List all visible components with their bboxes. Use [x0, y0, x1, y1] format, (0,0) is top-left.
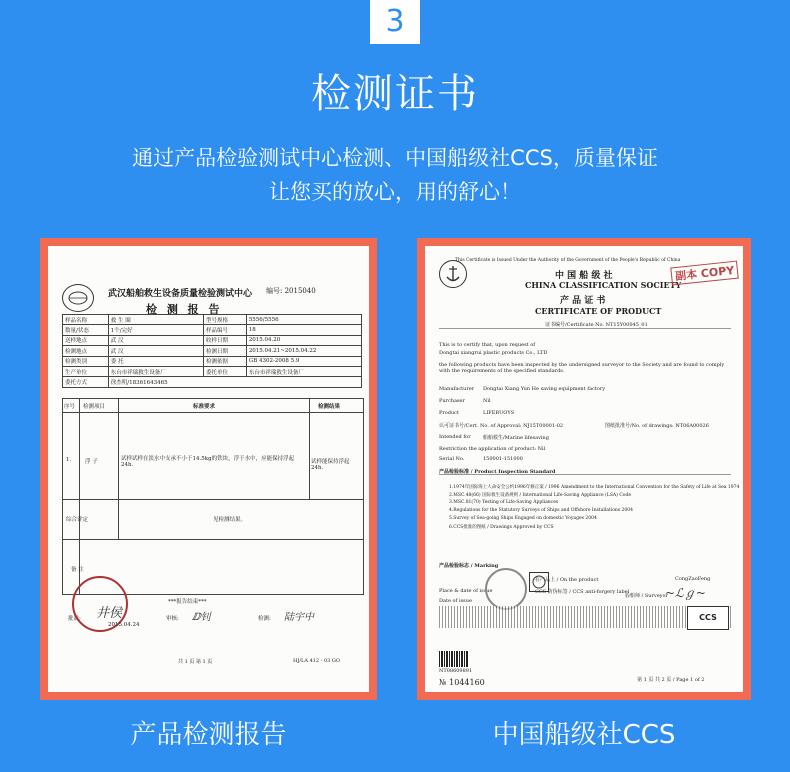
remark-label: 备 注	[71, 567, 84, 573]
table-cell: 委托单位	[203, 366, 246, 376]
table-cell: 东台市祥瑞救生设备厂	[108, 366, 203, 376]
copy-stamp	[670, 261, 739, 286]
ccs-certificate-document	[425, 246, 743, 692]
table-row	[63, 315, 362, 325]
col-header-result: 检测结果	[318, 404, 341, 410]
standard-item: 2.MSC.48(66) 国际救生设备规则 / International Life-Saving Appliance (LSA) Code	[449, 493, 632, 498]
date-issue-label: Date of issue	[439, 598, 472, 604]
table-row	[63, 356, 362, 366]
table-cell: 2015.04.21~2015.04.22	[246, 346, 361, 356]
table-cell: 1个/完好	[108, 325, 203, 335]
table-cell: 样品名称	[63, 315, 109, 325]
drawings-number: 图纸批准号/No. of drawings: NT06A00026	[605, 423, 709, 429]
table-cell: 5556/5556	[246, 315, 361, 325]
report-form-code: HJ/LA 412 - 03 GO	[293, 658, 341, 664]
table-cell: 送样地点	[63, 335, 109, 345]
caption-ccs-certificate: 中国船级社CCS	[492, 720, 676, 750]
product-label: Product	[439, 410, 459, 416]
copy-stamp-cn: 副本	[674, 267, 698, 284]
standard-item: 3.MSC.81(70) Testing of Life-Saving Appliances	[449, 500, 559, 505]
intended-label: Intended for	[439, 434, 471, 440]
ccs-mark-box	[529, 572, 549, 592]
cert-serial-bottom: NT08609891	[439, 668, 473, 674]
cert-body-text: the following products have been inspected by the undersigned surveyor to the Society and are found to comply with the requirements of the specified standards.	[439, 362, 725, 374]
table-row	[63, 335, 362, 345]
serial-value: 150001-151000	[483, 456, 523, 462]
product-value: LIFEBUOYS	[483, 410, 515, 416]
cert-round-stamp	[485, 568, 527, 610]
purchaser-value: Nil	[483, 398, 491, 404]
col-header-requirement: 标准要求	[193, 404, 216, 410]
item-name: 浮 子	[85, 459, 98, 465]
cert-page: 第 1 页 共 2 页 / Page 1 of 2	[637, 677, 705, 683]
table-cell: 检测日期	[203, 346, 246, 356]
test-label: 检测:	[258, 616, 271, 622]
signature-approve: 井侯	[96, 606, 123, 621]
marking-heading: 产品检验标志 / Marking	[439, 563, 499, 569]
inspection-report-document	[48, 246, 369, 692]
mark-anti-forgery: CCS 防伪标签 / CCS anti-forgery label	[535, 589, 630, 595]
cert-applicant: Dongtai xiangrui plastic products Co., LTD	[439, 350, 548, 356]
cert-number: 证书编号/Certificate No. NT15Y00045_01	[545, 322, 648, 328]
standard-item: 1.1974年国际海上人命安全公约1996年修正案 / 1996 Amendment to the International Convention for the Safety of Life at Sea 1974	[449, 485, 740, 490]
table-cell: 委 托	[108, 356, 203, 366]
table-cell: 委托方式	[63, 377, 109, 387]
table-cell: 检测地点	[63, 346, 109, 356]
table-cell: 检测依据	[203, 356, 246, 366]
report-info-table	[62, 314, 362, 388]
table-cell: 样品编号	[203, 325, 246, 335]
cert-title-en: CERTIFICATE OF PRODUCT	[535, 306, 662, 316]
report-org-title: 武汉船舶救生设备质量检验测试中心	[108, 289, 253, 299]
step-number-badge: 3	[370, 0, 420, 44]
table-cell: 东台市祥瑞救生设备厂	[246, 366, 361, 376]
cert-barcode	[439, 651, 469, 667]
approval-number: 认可证书号/Cert. No. of Approval: NJ15T00001-02	[439, 423, 564, 429]
table-row	[63, 377, 362, 387]
conclusion-text: 见检测结果。	[213, 517, 247, 523]
col-header-item: 检测项目	[83, 404, 106, 410]
mark-on-product: 在产品上 / On the product	[535, 577, 599, 583]
table-cell: 武 汉	[108, 346, 203, 356]
report-page: 共 1 页 第 1 页	[178, 659, 213, 665]
standard-item: 5.Survey of Sea-going Ships Engaged on domestic Voyages 2004	[449, 516, 597, 521]
subtitle-line-2: 让您买的放心，用的舒心！	[269, 180, 521, 204]
manufacturer-value: Dongtai Xiang Yun He saving equipment factory	[483, 386, 606, 392]
table-cell: 收样日期	[203, 335, 246, 345]
ccs-anchor-logo	[439, 260, 467, 288]
cert-title-cn: 产 品 证 书	[560, 296, 606, 306]
table-cell: 数量/状态	[63, 325, 109, 335]
certificate-frame	[417, 238, 751, 700]
item-requirement: 试样试样在淡水中支承不小于14.5kg的铁块，浮于水中，应能保持浮起24h.	[121, 456, 295, 468]
standard-item: 4.Regulations for the Statutory Surveys of Ships and Offshore Installations 2004	[449, 508, 634, 513]
table-row	[63, 325, 362, 335]
standard-heading: 产品检验标准 / Product Inspection Standard	[439, 469, 556, 475]
surveyor-signature: ~ℒℊ~	[665, 586, 706, 600]
standard-item: 6.CCS批准的图纸 / Drawings Approved by CCS	[449, 525, 554, 530]
cert-org-cn: 中 国 船 级 社	[555, 271, 613, 281]
conclusion-label: 综合评定	[66, 517, 89, 523]
purchaser-label: Purchaser	[439, 398, 465, 404]
report-frame	[40, 238, 377, 700]
report-results-table	[62, 398, 364, 595]
table-cell: 救 生 圈	[108, 315, 203, 325]
restriction-text: Restriction the application of product: Nil	[439, 446, 546, 452]
col-header-no: 序号	[64, 404, 76, 410]
caption-inspection-report: 产品检测报告	[130, 720, 287, 750]
report-number: 编号: 2015040	[266, 287, 316, 295]
table-row	[63, 346, 362, 356]
cert-certify-text: This is to certify that, upon request of	[439, 342, 536, 348]
cert-number-bottom: № 1044160	[439, 678, 485, 687]
report-date: 2015.04.24	[108, 622, 140, 628]
intended-value: 船舶救生/Marine lifesaving	[483, 435, 549, 441]
item-number: 1.	[66, 457, 72, 463]
section-title: 检测证书	[311, 71, 479, 117]
cert-issued-by: This Certificate is Issued Under the Authority of the Government of the People's Republic of China	[455, 258, 681, 263]
table-cell: 生产单位	[63, 366, 109, 376]
table-cell: 武 汉	[108, 335, 203, 345]
report-logo	[62, 284, 94, 312]
surveyor-name: CongZaoFeng	[675, 576, 711, 582]
place-date-label: Place & date of issue	[439, 588, 493, 594]
review-label: 审核:	[166, 616, 179, 622]
table-row	[63, 366, 362, 376]
approve-label: 批准:	[68, 616, 81, 622]
serial-label: Serial No.	[439, 456, 465, 462]
signature-test: 陆宇中	[284, 612, 314, 623]
table-cell: 18	[246, 325, 361, 335]
signature-review: ⅅ钊	[192, 612, 211, 623]
table-cell: GB 4302-2008 5.9	[246, 356, 361, 366]
table-cell: 检测类别	[63, 356, 109, 366]
ccs-logo-badge: CCS	[687, 606, 729, 630]
cert-org-en: CHINA CLASSIFICATION SOCIETY	[525, 280, 682, 290]
table-cell: 徐杰明/18361643465	[108, 377, 361, 387]
subtitle-line-1: 通过产品检验测试中心检测、中国船级社CCS，质量保证	[132, 146, 658, 170]
report-doc-title: 检 测 报 告	[146, 303, 223, 316]
copy-stamp-text: COPY	[700, 263, 735, 281]
table-cell: 2015.04.20	[246, 335, 361, 345]
manufacturer-label: Manufacturer	[439, 386, 475, 392]
report-end-note: ***报告结束***	[168, 599, 207, 605]
surveyor-label: 验船师 / Surveyor	[625, 593, 668, 599]
table-cell: 型号规格	[203, 315, 246, 325]
item-result: 试样能保持浮起24h.	[311, 459, 350, 471]
